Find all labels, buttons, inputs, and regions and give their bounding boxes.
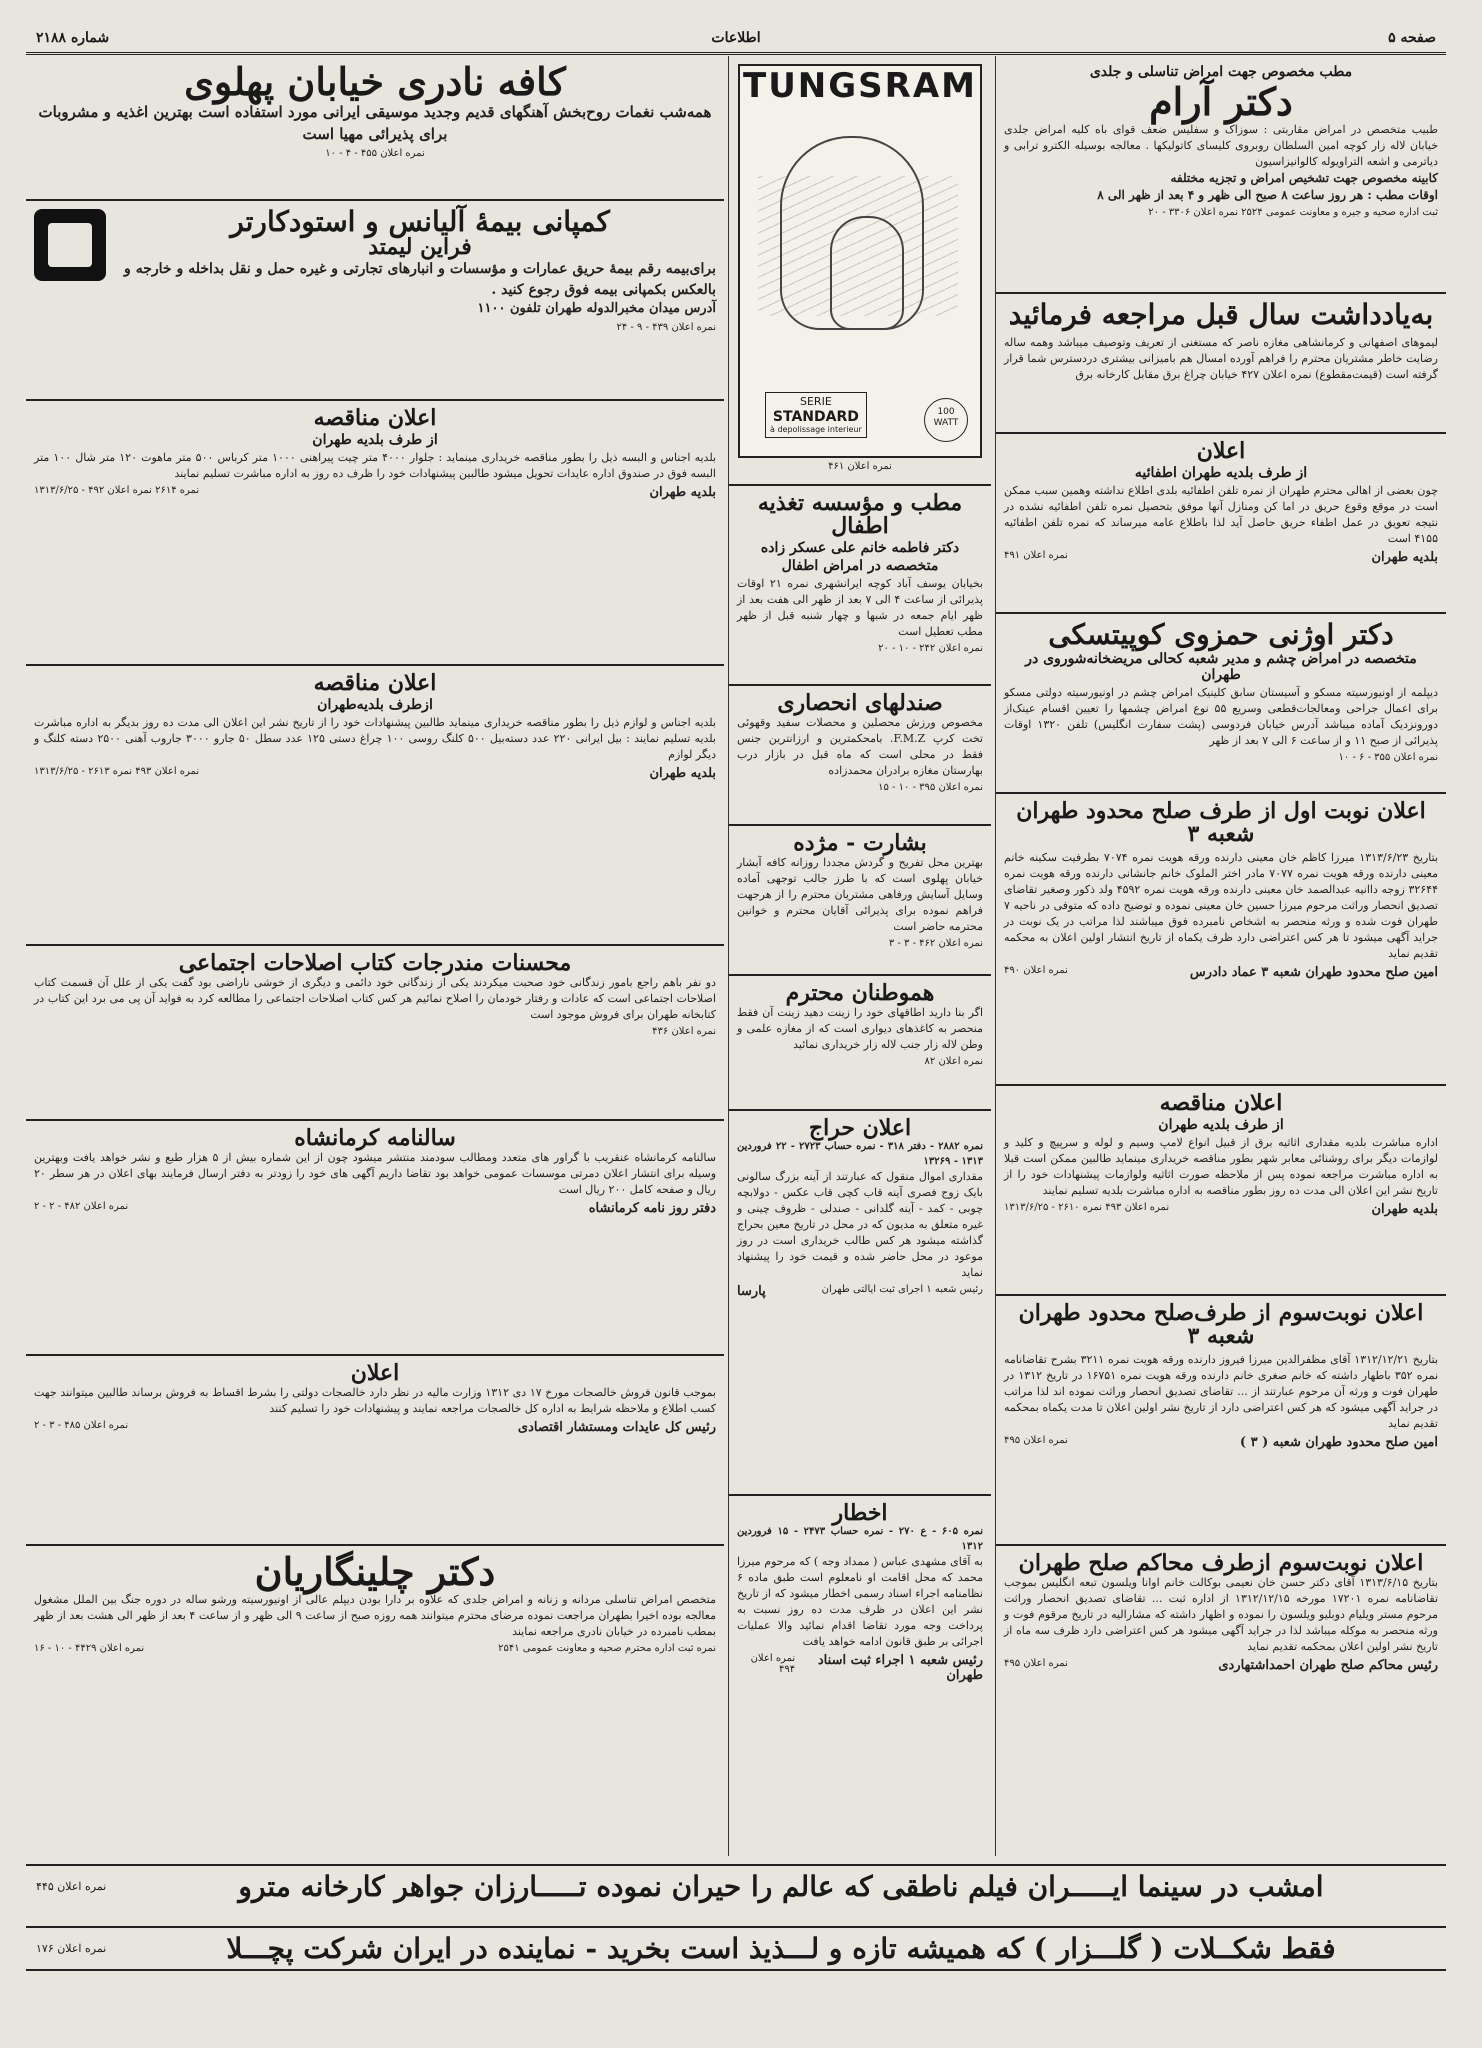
column-left [26, 56, 724, 1856]
ad-title: اعلان نوبت‌سوم از طرف‌صلح محدود طهران شعبه ۳ [1018, 1300, 1424, 1350]
ad-title: دکتر آرام [1149, 79, 1293, 124]
ad-number: نمره اعلان ۴۶۱ [828, 461, 892, 472]
ad-top: مطب مخصوص جهت امراض تناسلی و جلدی [1089, 64, 1353, 80]
ad-sign: رئیس کل عایدات ومستشار اقتصادی [517, 1419, 716, 1435]
ad-title: اعلان حراج [808, 1115, 912, 1141]
ad-text: دیپلمه از اونیورسیته مسکو و آسیستان سابق کلینیک امراض چشم در اونیورسیته دولتی مسکو برای اعمال جراحی ومعالجات‌قطعی وسریع ۵۵ نوع امراض چشمها را تعیین اقسام عینک‌از دورونزدیک آماده میباشد آدرس خیابان فردوسی (پشت سفارت انگلیس) تلفن ۱۳۲۰ اوقات پذیرائی از صبح ۱۱ و از ساعت ۶ الی ۷ بعد از ظهر [1004, 686, 1438, 748]
ad-title: دکتر اوژنی حمزوی کوپیتسکی [1048, 618, 1394, 651]
ad-title: اعلان نوبت اول از طرف صلح محدود طهران شعبه ۳ [1016, 798, 1426, 848]
ad-number: نمره اعلان ۴۸۲ - ۲ - ۲ [34, 1200, 129, 1212]
ad-monaqese-1 [26, 401, 724, 666]
alliance-logo [34, 209, 106, 281]
watt-badge: 100 WATT [924, 398, 968, 442]
ad-number: نمره اعلان ۲۴۲ - ۱۰ - ۲۰ [878, 642, 983, 654]
ad-title: دکتر چلینگاریان [254, 1549, 496, 1594]
ad-text: لیموهای اصفهانی و کرمانشاهی مغازه ناصر که مستغنی از تعریف وتوصیف میباشد وهمه ساله رضایت خاطر مشتریان محترم را فراهم آورده امسال هم بامیزانی بیشتری دردسترس شما قرار گرفته است (قیمت‌مقطوع) نمره اعلان ۴۲۷ خیابان چراغ برق مقابل کارخانه برق [1004, 336, 1438, 382]
ad-khalesjat [26, 1356, 724, 1546]
ad-ekhtar [729, 1496, 991, 1846]
ad-number: نمره اعلان ۴۴۲۹ - ۱۰ - ۱۶ [34, 1642, 145, 1654]
ad-besharat [729, 826, 991, 976]
ad-number: نمره اعلان ۴۹۳ نمره ۲۶۱۰ - ۱۳۱۳/۶/۲۵ [1004, 1201, 1170, 1213]
ad-naser [996, 294, 1446, 434]
ad-sign: رئیس شعبه ۱ اجراء ثبت اسناد طهران [817, 1652, 983, 1683]
ad-monaqese-2 [26, 666, 724, 946]
ad-nobat-sevvom-mahakem [996, 1546, 1446, 1673]
ad-number: نمره اعلان ۴۹۵ [1004, 1434, 1068, 1446]
ad-dr-hamzavi [996, 614, 1446, 794]
ad-title: اعلان [350, 1360, 400, 1386]
ad-lab: کابینه مخصوص جهت تشخیص امراض و تجزیه مختلفه [1170, 170, 1438, 185]
tungsram-brand: TUNGSRAM [743, 66, 977, 106]
ad-title: اعلان مناقصه [313, 405, 437, 431]
ad-sub: متخصصه در امراض چشم و مدیر شعبه کحالی مریضخانه‌شوروی در طهران [1025, 651, 1417, 684]
ad-number: نمره اعلان ۴۵۵ - ۴ - ۱۰ [325, 148, 425, 160]
ad-sign: بلدیه طهران [649, 765, 716, 781]
ad-text: همه‌شب نغمات روح‌بخش آهنگهای قدیم وجدید موسیقی ایرانی مورد استفاده است بهترین اغذیه و مشروبات برای پذیرائی مهیا است [38, 102, 712, 143]
ad-text: بتاریخ ۱۳۱۲/۱۲/۲۱ آقای مظفرالدین میرزا فیروز دارنده ورقه هویت نمره ۳۲۱۱ بشرح تقاضانامه نمره ۳۵۲ باطهار داشته که خانم صغری خانم دارنده ورقه هویت نمره ۱۶۷۵۱ در تاریخ ۱۳۱۲ در طهران فوت و ورثه آن مرحوم عبارتند از ... تقاضای تصدیق انحصار وراثت نموده اند لذا مراتب در جراید آگهی میشود که هر کس اعتراضی دارد از تاریخ نشر اولین اعلان تا مدت یکماه بمحکمه تقدیم نماید [1004, 1353, 1439, 1430]
ad-title: هموطنان محترم [785, 980, 935, 1006]
ad-sign: بلدیه طهران [1371, 549, 1438, 565]
ad-title: به‌یادداشت سال قبل مراجعه فرمائید [1008, 298, 1434, 331]
ad-text: مخصوص ورزش محصلین و محصلات سفید وقهوئی تخت کرپ F.M.Z. بامحکمترین و ارزانترین جنس فقط در محلی است که ماه قبل در بازار درب بهارستان مغازه برادران محمدزاده [737, 716, 983, 777]
ad-number: نمره اعلان ۴۹۰ [1004, 964, 1068, 976]
ad-sign: دفتر روز نامه کرمانشاه [588, 1200, 716, 1216]
ad-dr-aram [996, 56, 1446, 294]
ad-text: بتاریخ ۱۳۱۳/۶/۲۳ میرزا کاظم خان معینی دارنده ورقه هویت نمره ۷۰۷۴ بطرفیت سکینه خانم معینی دارنده ورقه هویت نمره ۷۰۷۷ مادر اختر الملوک خانم جانشانی دارنده ورقه هویت نمره ۳۲۶۴۴ زوجه داانیه عبدالصمد خان معینی دارنده ورقه هویت نمره ۴۵۹۲ ولد ذکور وصغیر تقاضای تصدیق انحصار وراثت مرحوم میرزا حسین خان معینی نموده و توضیح داده که متوفی در ناحیه ۷ طهران فوت شده و ورثه منحصر به اشخاص نامبرده فوق میباشند لذا مراتب در یک نوبت در جراید آگهی میشود تا هر کس اعتراضی دارد ظرف یکماه از تاریخ انتشار اولین اعلان به محکمه تقدیم نماید [1004, 851, 1439, 960]
ad-sign: بلدیه طهران [1371, 1201, 1438, 1217]
ad-sign: امین صلح محدود طهران شعبه ۳ عماد دادرس [1189, 964, 1438, 980]
serie-label: SERIE STANDARD à depolissage interieur [765, 392, 867, 438]
ad-sub: از طرف بلدیه طهران [1158, 1117, 1284, 1134]
ad-sub: از طرف بلدیه طهران [312, 432, 438, 449]
ad-title: بشارت - مژده [793, 830, 927, 856]
ad-number: نمره اعلان ۴۳۹ - ۹ - ۲۴ [616, 321, 716, 333]
ad-title: کافه نادری خیابان پهلوی [184, 59, 566, 104]
ad-text: مقداری اموال منقول که عبارتند از آینه بزرگ سالونی بایک زوج فصری آینه قاب کچی قاب عکس - دولابچه چوبی - کمد - آینه گلدانی - صندلی - ظروف چینی و غیره متعلق به مدیون که در محل در تاریخ معین بحراج گذاشته میشود هر کس طالب خریداری است در روز موعود در محل حاضر شده و قیمت خود را پیشنهاد نماید [737, 1170, 983, 1279]
ad-title: صندلهای انحصاری [777, 690, 943, 716]
masthead [26, 26, 1446, 55]
ad-hours: اوقات مطب : هر روز ساعت ۸ صبح الی ظهر و ۴ بعد از ظهر الی ۸ [1097, 188, 1438, 203]
issue-number: شماره ۲۱۸۸ [36, 30, 110, 46]
ad-number: نمره اعلان ۴۶۲ - ۳ - ۳ [888, 937, 983, 949]
column-right [995, 56, 1446, 1856]
ad-note: ثبت اداره صحیه و جیره و معاونت عمومی ۲۵۲۴ نمره اعلان ۳۳۰۶ - ۲۰ [1148, 207, 1438, 219]
banner-text: فقط شکــلات ( گلـــزار ) که همیشه تازه و لـــذیذ است بخرید - نماینده در ایران شرکت پچـــلا [226, 1932, 1336, 1965]
ad-ketab [26, 946, 724, 1121]
ad-text: سالنامه کرمانشاه عنقریب با گراور های متعدد ومطالب سودمند منتشر میشود چون از این شماره بیش از ۵ هزار طبع و نشر خواهد یافت وبهترین وسیله برای انتشار اعلان دمرتی موسسات عمومی خواهد بود تقاضا داریم آگهی های خود را زودتر به دفتر ارسال فرمایند بهای اعلان در هر سطر ۲۰ ریال و صفحه کامل ۲۰۰ ریال است [34, 1151, 716, 1196]
ad-text: بهترین محل تفریح و گردش مجددا روزانه کافه آبشار خیابان پهلوی است که با طرز جالب توجهی آماده وسایل آسایش ورفاهی مشتریان محترم را از هرجهت فراهم نموده برای پذیرائی آقایان محترم و خوانین محترمه حاضر است [737, 856, 983, 933]
ad-atfal [729, 486, 991, 686]
ad-sign: پارسا [737, 1283, 766, 1299]
ad-text: برای‌بیمه رقم بیمهٔ حریق عمارات و مؤسسات و انبارهای تجارتی و غیره حمل و نقل بداخله و خارجه و بالعکس بکمپانی بیمه فوق رجوع کنید . [124, 261, 716, 298]
ad-title: اعلان نوبت‌سوم ازطرف محاکم صلح طهران [1018, 1550, 1424, 1576]
ad-meta: نمره ۲۸۸۲ - دفتر ۳۱۸ - نمره حساب ۲۷۲۳ - ۲۲ فروردین ۱۳۱۳ - ۱۳۲۶۹ [737, 1141, 983, 1167]
ad-number: نمره اعلان ۴۳۶ [652, 1025, 716, 1037]
ad-text: چون بعضی از اهالی محترم طهران از نمره تلفن اطفائیه بلدی اطلاع نداشته وهمین سبب ممکن است در موقع وقوع حریق در اما کن ومنازل آنها موفق بتحصیل نمره تلفن اطفائیه نشده در نتیجه تعویق در عمل اطفاء حریق حاصل آید لذا باطلاع عامه میرساند که نمره تلفن اطفائیه ۴۱۵۵ است [1004, 484, 1438, 545]
newspaper-page [26, 26, 1446, 2016]
ad-text: به آقای مشهدی عباس ( ممداد وجه ) که مرحوم میرزا محمد که محل اقامت او نامعلوم است طبق ماده ۶ نظامنامه اجراء اسناد رسمی اخطار میشود که از تاریخ نشر این اعلان در ظرف مدت ده روز نسبت به پرداخت وجه مورد تقاضا اقدام نمائید والا عملیات اجرائی بر طبق قانون ادامه خواهد یافت [737, 1555, 983, 1648]
ad-text: بخیابان یوسف آباد کوچه ایرانشهری نمره ۲۱ اوقات پذیرائی از ساعت ۴ الی ۷ بعد از ظهر الی هفت بعد از ظهر ایام جمعه در شبها و چهار شنبه قبل از ظهر مطب تعطیل است [737, 577, 983, 638]
ad-title: مطب و مؤسسه تغذیه اطفال [757, 490, 963, 540]
ad-sign: امین صلح محدود طهران شعبه ( ۳ ) [1239, 1434, 1438, 1450]
ad-nobat-avval [996, 794, 1446, 1086]
ad-sub: دکتر فاطمه خانم علی عسکر زاده [760, 540, 960, 557]
ad-sign: بلدیه طهران [649, 484, 716, 500]
ad-salname [26, 1121, 724, 1356]
ad-sub: ازطرف بلدیه‌طهران [317, 697, 433, 714]
ad-baladie-fire [996, 434, 1446, 614]
ad-text: اداره مباشرت بلدیه مقداری اثاثیه برق از قبیل انواع لامپ وسیم و لوله و سرپیچ و کلید و لوازمات دیگر برای روشنائی معابر شهر بطور مناقصه خریداری مینماید طالبین ممکن است قبلا به اداره مباشرت مراجعه نموده پس از ملاحظه صورت اثاثیه ولوازمات پیشنهادات خود را از تاریخ نشر این اعلان الی مدت ده روز بطور مناقصه به اداره مباشرت بلدیه تسلیم نمایند [1004, 1136, 1438, 1197]
ad-sub: فراین لیمتد [368, 234, 472, 261]
ad-cafe-naderi [26, 56, 724, 201]
ad-sub2: متخصصه در امراض اطفال [781, 558, 939, 575]
banner-number: نمره اعلان ۴۴۵ [36, 1880, 107, 1893]
column-middle [728, 56, 991, 1856]
ad-text: طبیب متخصص در امراض مقاربتی : سوزاک و سفلیس ضعف قوای باه کلیه امراض جلدی خیابان لاله زار کوچه امین السلطان روبروی کلیسای کاتولیکها . معالجه بوسیله الکترو ترابی و دیاترمی و اشعه التراویوله کالوانیزاسیون [1004, 122, 1438, 168]
ad-number: نمره اعلان ۴۹۱ [1004, 549, 1068, 561]
ad-text: بلدیه اجناس و لوازم ذیل را بطور مناقصه خریداری مینماید طالبین پیشنهادات خود را از تاریخ نشر این اعلان الی مدت ده روز بدیگر به اداره مباشرت بلدیه تسلیم نمایند : بیل ایرانی ۲۲۰ عدد دسته‌بیل ۵۰۰ کلنگ روسی ۱۰۰ چراغ دستی ۱۲۵ عدد سطل ۵۰ جارو ۳۰۰۰ جاروب آهنی ۲۵۰۰ دسته کلنگ و دیگر لوازم [34, 716, 716, 761]
ad-title: کمپانی بیمهٔ آلیانس و استودکارتر [230, 205, 610, 238]
banner-text: امشب در سینما ایـــــران فیلم ناطقی که عالم را حیران نموده تـــــارزان جواهر کارخانه مترو [238, 1870, 1324, 1903]
ad-number: نمره اعلان ۳۹۵ - ۱۰ - ۱۵ [878, 781, 983, 793]
banner-cinema [26, 1864, 1446, 1907]
ad-number: نمره اعلان ۴۹۵ [1004, 1657, 1068, 1669]
page-number: صفحه ۵ [1388, 30, 1436, 46]
ad-number: نمره اعلان ۴۹۳ نمره ۲۶۱۳ - ۱۳۱۳/۶/۲۵ [34, 765, 200, 777]
ad-hamvatan [729, 976, 991, 1111]
ad-haraj [729, 1111, 991, 1496]
ad-alliance [26, 201, 724, 401]
ad-number: نمره اعلان ۴۹۴ [750, 1652, 796, 1675]
ad-sign: رئیس محاکم صلح طهران احمداشتهاردی [1218, 1657, 1438, 1673]
ad-number: نمره اعلان ۸۲ [924, 1055, 983, 1067]
paper-name: اطلاعات [711, 30, 761, 46]
ad-text: اگر بنا دارید اطاقهای خود را زینت دهید زینت آن فقط منحصر به کاغذهای دیواری است که از مغازه علمی و وطن لاله زار جنب لاله زار خریداری نمائید [737, 1006, 983, 1051]
ad-registration: نمره ثبت اداره محترم صحیه و معاونت عمومی ۲۵۴۱ [498, 1642, 716, 1654]
bulb-small-icon [830, 216, 904, 330]
ad-title: اخطار [832, 1500, 888, 1526]
ad-title: اعلان مناقصه [313, 670, 437, 696]
tungsram-illustration [738, 64, 982, 458]
ad-title: سالنامه کرمانشاه [294, 1125, 456, 1151]
ad-meta: نمره ۶۰۵ - ع ۲۷۰ - نمره حساب ۲۴۷۳ - ۱۵ فروردین ۱۳۱۲ [737, 1526, 983, 1552]
ad-number: رئیس شعبه ۱ اجرای ثبت ایالتی طهران [821, 1283, 983, 1295]
ad-sub: از طرف بلدیه طهران اطفائیه [1134, 465, 1308, 482]
banner-chocolate [26, 1926, 1446, 1971]
ad-nobat-sevvom-shobe3 [996, 1296, 1446, 1546]
ad-monaqese-barq [996, 1086, 1446, 1296]
ad-text: بموجب قانون فروش خالصجات مورخ ۱۷ دی ۱۳۱۲ وزارت مالیه در نظر دارد خالصجات دولتی را بشرط اقساط به فروش برساند طالبین میتوانند جهت کسب اطلاع و ملاحظه شرایط به اداره کل خالصجات مراجعه نمایند و پیشنهادات خود را تسلیم کنند [34, 1386, 716, 1416]
ad-text: دو نفر باهم راجع بامور زندگانی خود صحبت میکردند یکی از زندگانی خود دائمی و دیگری از خوشی ناراضی بود گفت یکی از علل آن قسمت کتاب اصلاحات اجتماعی است که عادات و رفتار خودمان را اصلاح نمائیم هر کس کتاب اصلاحات اجتماعی را مطالعه کرد به فواید آن پی می برد این کتاب در کتابخانه طهران برای فروش موجود است [34, 976, 716, 1021]
ad-number: نمره اعلان ۴۸۵ - ۳ - ۲ [34, 1419, 129, 1431]
ad-title: محسنات مندرجات کتاب اصلاحات اجتماعی [178, 950, 572, 976]
banner-number: نمره اعلان ۱۷۶ [36, 1942, 107, 1955]
ad-tungsram [729, 56, 991, 486]
ad-text: بتاریخ ۱۳۱۳/۶/۱۵ آقای دکتر حسن خان نعیمی بوکالت خانم اوانا ویلسون تبعه انگلیس بموجب تقاضانامه نمره ۱۷۲۰۱ مورخه ۱۳۱۲/۱۲/۱۵ از اداره ثبت ... تقاضای تصدیق انحصار وراثت مرحوم مستر ویلیام دوبلیو ویلسون را نموده و اظهار داشته که مشارالیه در تاریخ مرقوم فوت و ورثه منحصر به موکله میباشد لذا در جراید آگهی میشود هر کس اعتراضی دارد ظرف سه ماه از تاریخ نشر اولین اعلان بمحکمه تقدیم نماید [1004, 1576, 1439, 1653]
ad-sandal [729, 686, 991, 826]
ad-address: آدرس میدان مخبرالدوله طهران تلفون ۱۱۰۰ [477, 301, 716, 317]
ad-title: اعلان [1196, 438, 1246, 464]
ad-text: متخصص امراض تناسلی مردانه و زنانه و امراض جلدی که علاوه بر دارا بودن دیپلم عالی از اونیورسیته ورشو ساله در دوره جنگ بین الملل مشغول معالجه بوده اخیرا بطهران مراجعت نموده مرضای محترم میتوانند همه روزه صبح از ساعت ۹ الی ظهر و از ساعت ۴ بعد از ظهر الی هشت بعد از ظهر بمطب نامبرده در خیابان نادری مراجعه نمایند [34, 1592, 716, 1638]
ad-number: نمره ۲۶۱۴ نمره اعلان ۴۹۲ - ۱۳۱۳/۶/۲۵ [34, 484, 200, 496]
ad-text: بلدیه اجناس و البسه ذیل را بطور مناقصه خریداری مینماید : جلوار ۴۰۰۰ متر چیت پیراهنی ۱۰۰۰ متر کرباس ۵۰۰ متر ماهوت ۱۲۰ متر شال ۱۰۰ متر البسه فوق در صندوق اداره عایدات تحویل میشود طالبین پیشنهادات خود را ظرف ده روز به اداره مباشرت تسلیم نمایند [34, 451, 717, 481]
ad-dr-chelingarian [26, 1546, 724, 1746]
ad-number: نمره اعلان ۳۵۵ - ۶ - ۱۰ [1338, 752, 1438, 764]
ad-title: اعلان مناقصه [1159, 1090, 1283, 1116]
